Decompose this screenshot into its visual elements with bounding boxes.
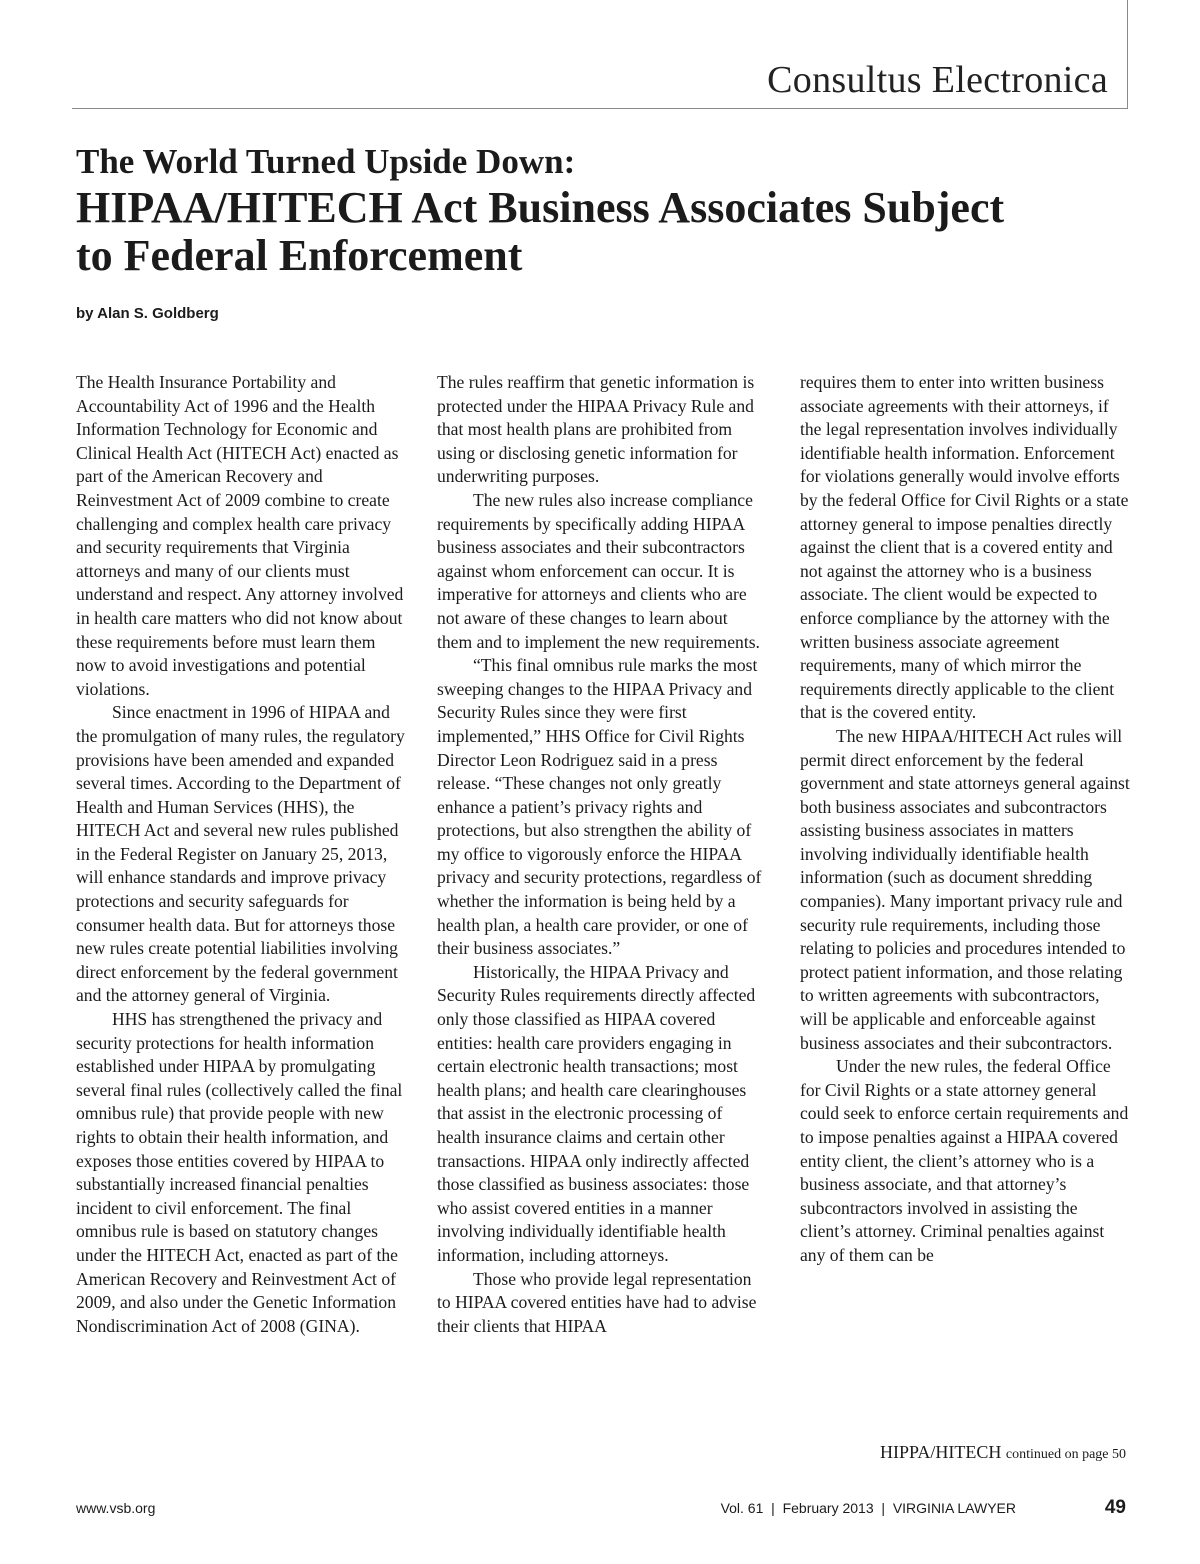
paragraph: Those who provide legal representation to HIPAA covered entities have had to advise their clients that HIPAA xyxy=(437,1268,757,1336)
paragraph: The new HIPAA/HITECH Act rules will permit direct enforcement by the federal government and state attorneys general against both business associates and subcontractors assisting business associates in matters involving individually identifiable health information (such as document shredding companies). Many important privacy rule and security rule requirements, including those relating to policies and procedures intended to protect patient information, and those relating to written agreements with subcontractors, will be applicable and enforceable against business associates and their subcontractors. xyxy=(800,725,1130,1053)
paragraph: The rules reaffirm that genetic information is protected under the HIPAA Privacy Rule and that most health plans are prohibited from using or disclosing genetic information for underwriting purposes. xyxy=(437,372,755,487)
body-column-1 xyxy=(76,371,406,1338)
section-title: Consultus Electronica xyxy=(767,59,1108,101)
body-column-3 xyxy=(800,371,1130,1268)
paragraph: Since enactment in 1996 of HIPAA and the promulgation of many rules, the regulatory provisions have been amended and expanded several times. According to the Department of Health and Human Services (HHS), the HITECH Act and several new rules published in the Federal Register on January 25, 2013, will enhance standards and improve privacy protections and security safeguards for consumer health data. But for attorneys those new rules create potential liabilities involving direct enforcement by the federal government and the attorney general of Virginia. xyxy=(76,702,405,1006)
paragraph: “This final omnibus rule marks the most sweeping changes to the HIPAA Privacy and Security Rules since they were first implemented,” HHS Office for Civil Rights Director Leon Rodriguez said in a press release. “These changes not only greatly enhance a patient’s privacy rights and protections, but also strengthen the ability of my office to vigorously enforce the HIPAA privacy and security protections, regardless of whether the information is being held by a health plan, a health care provider, or one of their business associates.” xyxy=(437,655,762,959)
paragraph: Historically, the HIPAA Privacy and Security Rules requirements directly affected only those classified as HIPAA covered entities: health care providers engaging in certain electronic health transactions; most health plans; and health care clearinghouses that assist in the electronic processing of health insurance claims and certain other transactions. HIPAA only indirectly affected those classified as business associates: those who assist covered entities in a manner involving individually identifiable health information, including attorneys. xyxy=(437,961,756,1265)
header-rule xyxy=(72,108,1128,109)
body-column-2 xyxy=(437,371,767,1338)
page-number: 49 xyxy=(1104,1497,1126,1518)
paragraph: Under the new rules, the federal Office for Civil Rights or a state attorney general could seek to enforce certain requirements and to impose penalties against a HIPAA covered entity client, the client’s attorney who is a business associate, and that attorney’s subcontractors involved in assisting the client’s attorney. Criminal penalties against any of them can be xyxy=(800,1056,1129,1265)
paragraph: The Health Insurance Portability and Accountability Act of 1996 and the Health Information Technology for Economic and Clinical Health Act (HITECH Act) enacted as part of the American Recovery and Reinvestment Act of 2009 combine to create challenging and complex health care privacy and security requirements that Virginia attorneys and many of our clients must understand and respect. Any attorney involved in health care matters who did not know about these requirements before must learn them now to avoid investigations and potential violations. xyxy=(76,372,404,699)
continued-note: continued on page 50 xyxy=(1005,1447,1126,1462)
article-title-line-1: HIPAA/HITECH Act Business Associates Subject xyxy=(76,183,1005,232)
header-vertical-rule xyxy=(1127,0,1128,108)
paragraph: The new rules also increase compliance requirements by specifically adding HIPAA business associates and their subcontractors against whom enforcement can occur. It is imperative for attorneys and clients who are not aware of these changes to learn about them and to implement the new requirements. xyxy=(437,489,760,652)
footer-url[interactable]: www.vsb.org xyxy=(76,1500,156,1516)
footer-issue-info: Vol. 61 | February 2013 | VIRGINIA LAWYER xyxy=(720,1500,1016,1516)
paragraph: requires them to enter into written business associate agreements with their attorneys, if the legal representation involves individually identifiable health information. Enforcement for violations generally would involve efforts by the federal Office for Civil Rights or a state attorney general to impose penalties directly against the client that is a covered entity and not against the attorney who is a business associate. The client would be expected to enforce compliance by the attorney with the written business associate agreement requirements, many of which mirror the requirements directly applicable to the client that is the covered entity. xyxy=(800,372,1129,723)
article-title-line-2: to Federal Enforcement xyxy=(76,231,523,280)
continued-label: HIPPA/HITECH xyxy=(880,1442,1002,1462)
article-title xyxy=(76,184,1086,280)
article-byline: by Alan S. Goldberg xyxy=(76,305,219,322)
continued-line xyxy=(880,1442,1126,1463)
paragraph: HHS has strengthened the privacy and security protections for health information established under HIPAA by promulgating several final rules (collectively called the final omnibus rule) that provide people with new rights to obtain their health information, and exposes those entities covered by HIPAA to substantially increased financial penalties incident to civil enforcement. The final omnibus rule is based on statutory changes under the HITECH Act, enacted as part of the American Recovery and Reinvestment Act of 2009, and also under the Genetic Information Nondiscrimination Act of 2008 (GINA). xyxy=(76,1009,403,1336)
article-kicker: The World Turned Upside Down: xyxy=(76,142,576,181)
